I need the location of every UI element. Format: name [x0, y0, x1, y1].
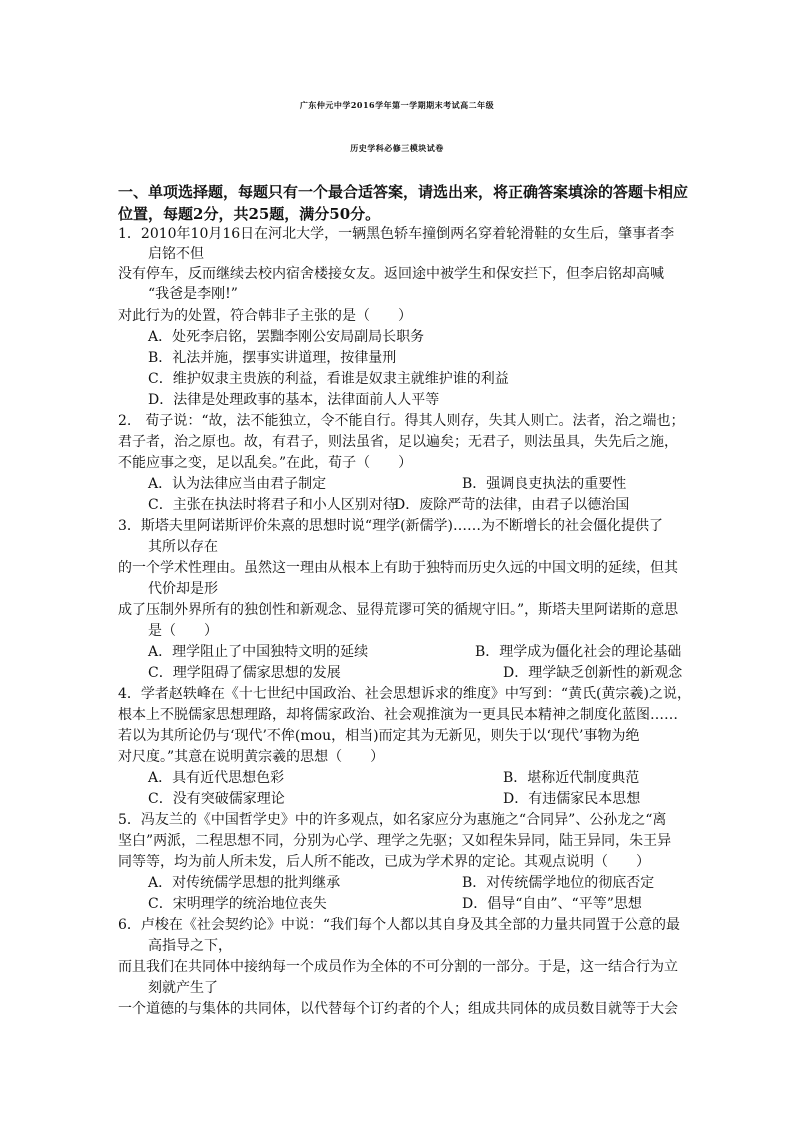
- q3-stem-line: 成了压制外界所有的独创性和新观念、显得荒谬可笑的循规守旧。”，斯塔夫里阿诺斯的意思: [118, 602, 679, 618]
- q2-stem-line: 君子者，治之原也。故，有君子，则法虽省，足以遍矣；无君子，则法虽具，失先后之施，: [118, 434, 678, 450]
- q5-stem-line: 5．冯友兰的《中国哲学史》中的许多观点，如名家应分为惠施之“合同异”、公孙龙之“离: [118, 812, 667, 828]
- exam-title-line1: 广东仲元中学2016学年第一学期期末考试高二年级: [299, 100, 495, 110]
- q2-option-b: B．强调良吏执法的重要性: [462, 476, 627, 492]
- section-heading: 一、单项选择题，每题只有一个最合适答案，请选出来，将正确答案填涂的答题卡相应位置，每题2分，共25题，满分50分。: [118, 183, 689, 223]
- q3-option-b: B．理学成为僵化社会的理论基础: [475, 644, 682, 660]
- q5-stem-line: 同等等，均为前人所未发，后人所不能改，已成为学术界的定论。其观点说明（ ）: [118, 854, 650, 870]
- q4-stem-line: 若以为其所论仍与‘现代’不侔(mou，相当)而定其为无新见，则失于以‘现代’事物为绝: [118, 728, 640, 744]
- q1-stem-line: “我爸是李刚!”: [148, 286, 238, 302]
- q4-stem-line: 根本上不脱儒家思想理路，却将儒家政治、社会观推演为一更具民本精神之制度化蓝图……: [118, 707, 678, 723]
- q5-option-b: B．对传统儒学地位的彻底否定: [462, 875, 655, 891]
- q5-stem-line: 坚白”两派，二程思想不同，分别为心学、理学之先驱；又如程朱异同，陆王异同，朱王异: [118, 833, 672, 849]
- q1-stem-line: 对此行为的处置，符合韩非子主张的是（ ）: [118, 308, 412, 324]
- q6-stem-line: 而且我们在共同体中接纳每一个成员作为全体的不可分割的一部分。于是，这一结合行为立: [118, 959, 678, 975]
- q3-stem-line: 的一个学术性理由。虽然这一理由从根本上有助于独特而历史久远的中国文明的延续，但其: [118, 560, 678, 576]
- q2-stem-line: 2. 荀子说：“故，法不能独立，令不能自行。得其人则存，失其人则亡。法者，治之端也；: [118, 413, 685, 429]
- q3-stem-line: 是（ ）: [148, 623, 218, 639]
- q1-stem-line: 启铭不但: [148, 246, 204, 262]
- q4-stem-line: 4．学者赵轶峰在《十七世纪中国政治、社会思想诉求的维度》中写到：“黄氏(黄宗羲)之说，: [118, 686, 691, 702]
- q1-option-c: C．维护奴隶主贵族的利益，看谁是奴隶主就维护谁的利益: [148, 371, 509, 387]
- q6-stem-line: 一个道德的与集体的共同体，以代替每个订约者的个人；组成共同体的成员数目就等于大会: [118, 1001, 678, 1017]
- q3-stem-line: 其所以存在: [148, 539, 218, 555]
- q2-option-a: A．认为法律应当由君子制定: [148, 476, 327, 492]
- q6-stem-line: 高指导之下，: [148, 938, 232, 954]
- q4-option-c: C．没有突破儒家理论: [148, 791, 285, 807]
- q1-option-d: D．法律是处理政事的基本，法律面前人人平等: [148, 392, 440, 408]
- q4-option-d: D．有违儒家民本思想: [503, 791, 641, 807]
- q3-option-d: D．理学缺乏创新性的新观念: [503, 665, 683, 681]
- q1-option-b: B．礼法并施，摆事实讲道理，按律量刑: [148, 350, 397, 366]
- q4-option-b: B．堪称近代制度典范: [503, 770, 640, 786]
- q4-stem-line: 对尺度。”其意在说明黄宗羲的思想（ ）: [118, 749, 385, 765]
- q6-stem-line: 刻就产生了: [148, 980, 218, 996]
- q3-stem-line: 3．斯塔夫里阿诺斯评价朱熹的思想时说“理学(新儒学)……为不断增长的社会僵化提供了: [118, 518, 663, 534]
- q2-stem-line: 不能应事之变，足以乱矣。”在此，荀子（ ）: [118, 455, 413, 471]
- q1-stem-line: 1．2010年10月16日在河北大学，一辆黑色轿车撞倒两名穿着轮滑鞋的女生后，肇事者李: [118, 226, 675, 242]
- q5-option-c: C．宋明理学的统治地位丧失: [148, 896, 327, 912]
- q1-option-a: A．处死李启铭，罢黜李刚公安局副局长职务: [148, 329, 425, 345]
- q6-stem-line: 6．卢梭在《社会契约论》中说：“我们每个人都以其自身及其全部的力量共同置于公意的最: [118, 917, 681, 933]
- q4-option-a: A．具有近代思想色彩: [148, 770, 285, 786]
- q2-option-c: C．主张在执法时将君子和小人区别对待: [148, 497, 397, 513]
- q5-option-d: D．倡导“自由”、“平等”思想: [462, 896, 642, 912]
- q3-stem-line: 代价却是形: [148, 581, 218, 597]
- q2-option-d: D．废除严苛的法律，由君子以德治国: [394, 497, 630, 513]
- q1-stem-line: 没有停车，反而继续去校内宿舍楼接女友。返回途中被学生和保安拦下，但李启铭却高喊: [118, 266, 664, 282]
- exam-title-line2: 历史学科必修三模块试卷: [350, 143, 444, 153]
- q3-option-c: C．理学阻碍了儒家思想的发展: [148, 665, 341, 681]
- q5-option-a: A．对传统儒学思想的批判继承: [148, 875, 341, 891]
- q3-option-a: A．理学阻止了中国独特文明的延续: [148, 644, 369, 660]
